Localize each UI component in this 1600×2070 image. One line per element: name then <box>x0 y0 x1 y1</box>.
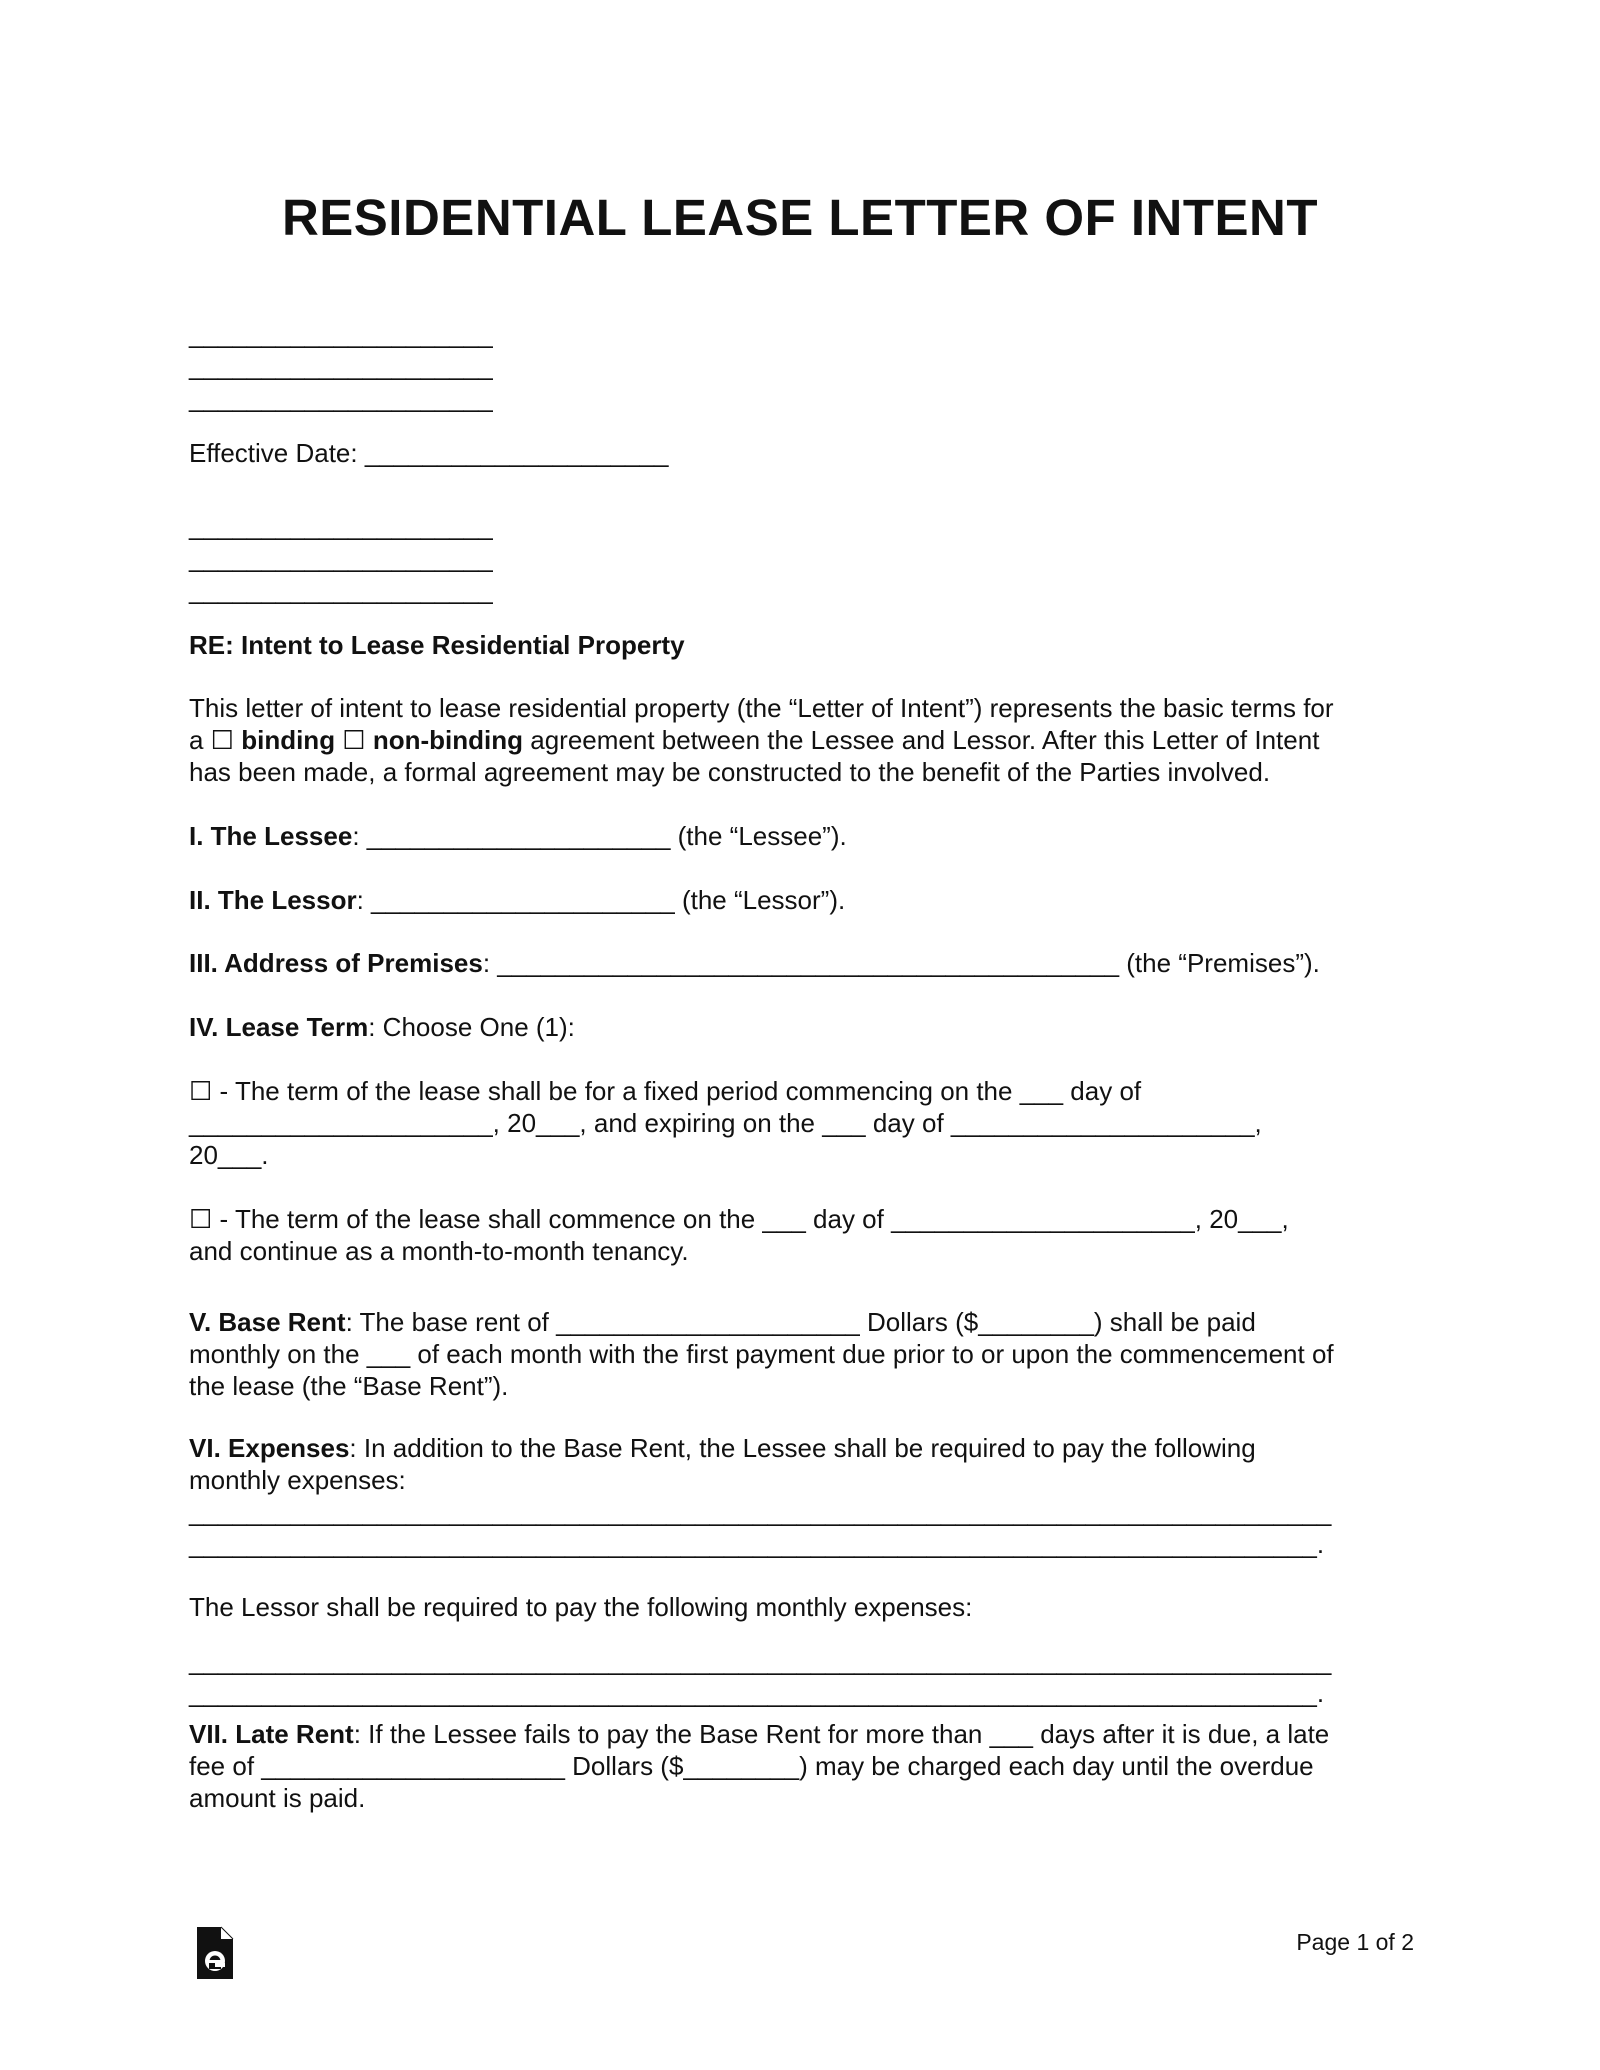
intro-line-2-rest: agreement between the Lessee and Lessor. After this Letter of Intent <box>523 725 1320 755</box>
effective-date-blank[interactable]: _____________________ <box>364 438 669 468</box>
intro-paragraph <box>189 692 1419 788</box>
recipient-line[interactable]: _____________________ <box>189 511 493 541</box>
lessor-expenses-blank[interactable]: ______________________________________________________________________________. <box>189 1678 1325 1708</box>
expenses-heading: VI. Expenses <box>189 1433 350 1463</box>
lessee-expenses-blank[interactable]: _______________________________________________________________________________ <box>189 1497 1332 1527</box>
base-rent-section <box>189 1306 1419 1402</box>
base-rent-line: the lease (the “Base Rent”). <box>189 1371 509 1401</box>
lease-term-section <box>189 1011 1419 1043</box>
lessee-expenses-blank[interactable]: ______________________________________________________________________________. <box>189 1529 1325 1559</box>
lease-term-option-monthly <box>189 1203 1419 1267</box>
lessor-heading: II. The Lessor <box>189 885 357 915</box>
base-rent-line[interactable]: monthly on the ___ of each month with the first payment due prior to or upon the commencement of <box>189 1339 1334 1369</box>
lessee-field[interactable]: : _____________________ (the “Lessee”). <box>352 821 847 851</box>
lease-term-heading: IV. Lease Term <box>189 1012 369 1042</box>
lessor-section <box>189 884 1419 916</box>
premises-field[interactable]: : ___________________________________________ (the “Premises”). <box>482 948 1320 978</box>
expenses-section <box>189 1432 1419 1560</box>
lease-term-instruction: : Choose One (1): <box>368 1012 575 1042</box>
lessor-expenses-section <box>189 1591 1419 1709</box>
monthly-term-checkbox-line[interactable]: ☐ - The term of the lease shall commence on the ___ day of _____________________, 20___, <box>189 1204 1289 1234</box>
lessor-expenses-text: The Lessor shall be required to pay the following monthly expenses: <box>189 1592 973 1622</box>
recipient-line[interactable]: _____________________ <box>189 543 493 573</box>
document-title: RESIDENTIAL LEASE LETTER OF INTENT <box>281 189 1319 246</box>
non-binding-label: non-binding <box>372 725 524 755</box>
intro-line: This letter of intent to lease residential property (the “Letter of Intent”) represents the basic terms for <box>189 693 1334 723</box>
expenses-text: : In addition to the Base Rent, the Lessee shall be required to pay the following <box>349 1433 1256 1463</box>
premises-section <box>189 947 1419 979</box>
lease-term-option-fixed <box>189 1075 1419 1171</box>
lessee-heading: I. The Lessee <box>189 821 353 851</box>
late-rent-line: amount is paid. <box>189 1783 366 1813</box>
fixed-term-line[interactable]: _____________________, 20___, and expiring on the ___ day of _____________________, <box>189 1108 1262 1138</box>
effective-date-label: Effective Date: <box>189 438 365 468</box>
non-binding-checkbox[interactable]: ☐ <box>335 725 373 755</box>
lessor-field[interactable]: : _____________________ (the “Lessor”). <box>356 885 846 915</box>
late-rent-line[interactable]: fee of _____________________ Dollars ($________) may be charged each day until the overdue <box>189 1751 1314 1781</box>
binding-label: binding <box>241 725 336 755</box>
intro-line: has been made, a formal agreement may be constructed to the benefit of the Parties involved. <box>189 757 1271 787</box>
recipient-address-block <box>189 510 1419 606</box>
late-rent-text[interactable]: : If the Lessee fails to pay the Base Rent for more than ___ days after it is due, a late <box>353 1719 1330 1749</box>
monthly-term-line: and continue as a month-to-month tenancy. <box>189 1236 689 1266</box>
base-rent-heading: V. Base Rent <box>189 1307 346 1337</box>
base-rent-field[interactable]: : The base rent of _____________________ Dollars ($________) shall be paid <box>345 1307 1256 1337</box>
fixed-term-line[interactable]: 20___. <box>189 1140 269 1170</box>
sender-address-block <box>189 318 1419 414</box>
sender-line[interactable]: _____________________ <box>189 351 493 381</box>
sender-line[interactable]: _____________________ <box>189 319 493 349</box>
late-rent-heading: VII. Late Rent <box>189 1719 354 1749</box>
page-number: Page 1 of 2 <box>1296 1929 1414 1955</box>
expenses-text: monthly expenses: <box>189 1465 406 1495</box>
re-subject: RE: Intent to Lease Residential Property <box>189 630 685 660</box>
lessor-expenses-blank[interactable]: _______________________________________________________________________________ <box>189 1646 1332 1676</box>
intro-line-2 <box>189 724 1419 756</box>
fixed-term-checkbox-line[interactable]: ☐ - The term of the lease shall be for a fixed period commencing on the ___ day of <box>189 1076 1142 1106</box>
binding-checkbox[interactable]: a ☐ <box>189 725 242 755</box>
premises-heading: III. Address of Premises <box>189 948 483 978</box>
lessee-section <box>189 820 1419 852</box>
eforms-logo-icon <box>195 1925 235 1981</box>
effective-date-line <box>189 437 1419 469</box>
sender-line[interactable]: _____________________ <box>189 383 493 413</box>
late-rent-section <box>189 1718 1419 1814</box>
recipient-line[interactable]: _____________________ <box>189 575 493 605</box>
re-line <box>189 629 1419 661</box>
